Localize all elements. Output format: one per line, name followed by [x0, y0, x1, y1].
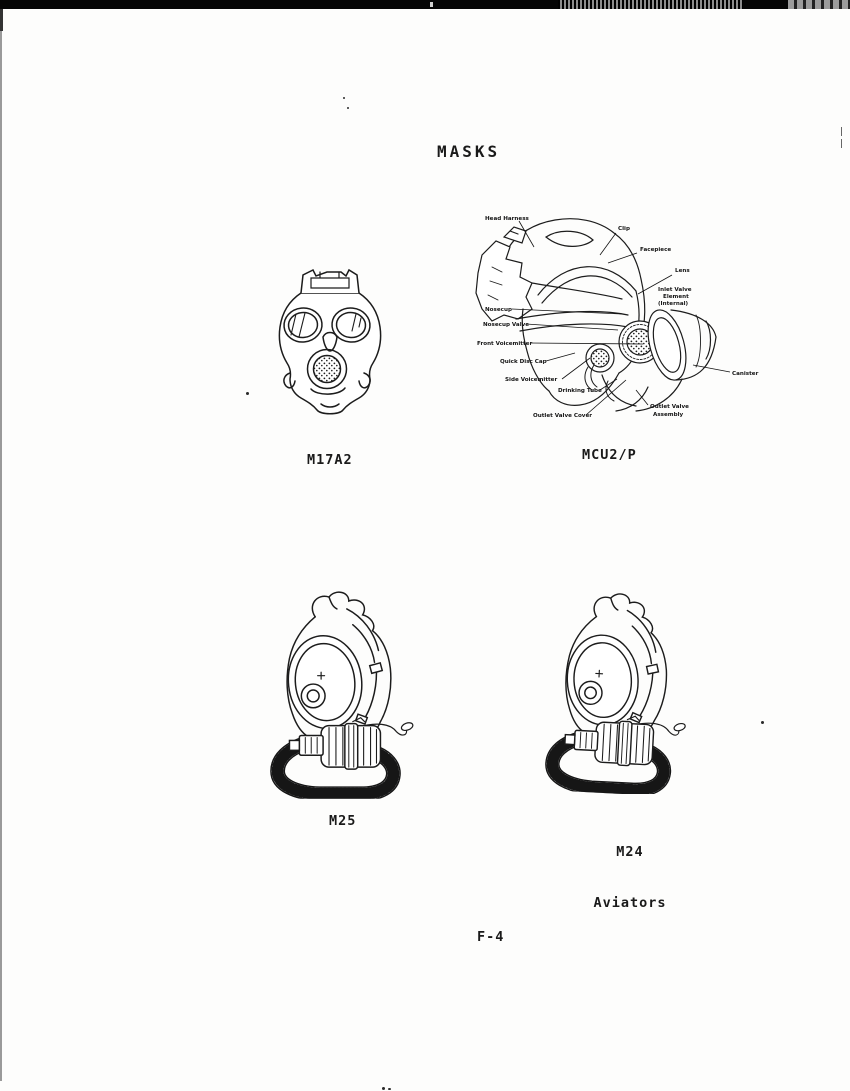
figure-caption-mcu2p: MCU2/P [582, 447, 637, 463]
callout-lens: Lens [675, 268, 690, 274]
callout-quick-disc-cap: Quick Disc Cap [500, 359, 547, 365]
callout-front-voicemitter: Front Voicemitter [477, 341, 533, 347]
scan-artifact-right-dash [841, 139, 842, 148]
callout-head-harness: Head Harness [485, 216, 529, 222]
page-title: MASKS [437, 142, 501, 161]
scan-speck [343, 97, 345, 99]
figure-caption-m24 [575, 810, 685, 946]
callout-inlet-valve-line2: Element [663, 294, 689, 300]
scan-artifact-left-line [0, 9, 2, 1081]
callout-outlet-valve-cover: Outlet Valve Cover [533, 413, 592, 419]
callout-inlet-valve-line1: Inlet Valve [658, 287, 692, 293]
figure-caption-m17a2: M17A2 [307, 452, 353, 468]
m17a2-illustration [263, 257, 408, 422]
scan-artifact-light-segment [788, 0, 850, 9]
callout-facepiece: Facepiece [640, 247, 672, 253]
scan-artifact-left-dark [0, 9, 3, 31]
callout-canister: Canister [732, 371, 759, 377]
m24-illustration [522, 582, 694, 794]
figure-caption-m24-line1: M24 [616, 844, 644, 860]
scan-speck [388, 1088, 391, 1090]
callout-nosecup: Nosecup [485, 307, 512, 313]
callout-clip: Clip [618, 226, 630, 232]
callout-drinking-tube: Drinking Tube [558, 388, 602, 394]
callout-nosecup-valve: Nosecup Valve [483, 322, 530, 328]
callout-outlet-valve-line1: Outlet Valve [650, 404, 689, 410]
scan-speck [246, 392, 249, 395]
callout-inlet-valve-line3: (Internal) [658, 301, 689, 307]
scan-artifact-right-dash [841, 127, 842, 136]
callout-outlet-valve-line2: Assembly [653, 412, 684, 418]
figure-caption-m24-line2: Aviators [593, 895, 667, 911]
scan-artifact-hatch [558, 0, 743, 9]
m25-illustration [242, 581, 420, 799]
scan-speck [347, 107, 349, 109]
callout-side-voicemitter: Side Voicemitter [505, 377, 558, 383]
scan-artifact-gap [430, 2, 433, 7]
mcu2p-illustration [450, 195, 760, 440]
scan-artifact-top-bar [0, 0, 850, 9]
scan-speck [382, 1087, 385, 1090]
scan-speck [761, 721, 764, 724]
page-number: F-4 [477, 929, 505, 945]
figure-caption-m25: M25 [329, 813, 357, 829]
